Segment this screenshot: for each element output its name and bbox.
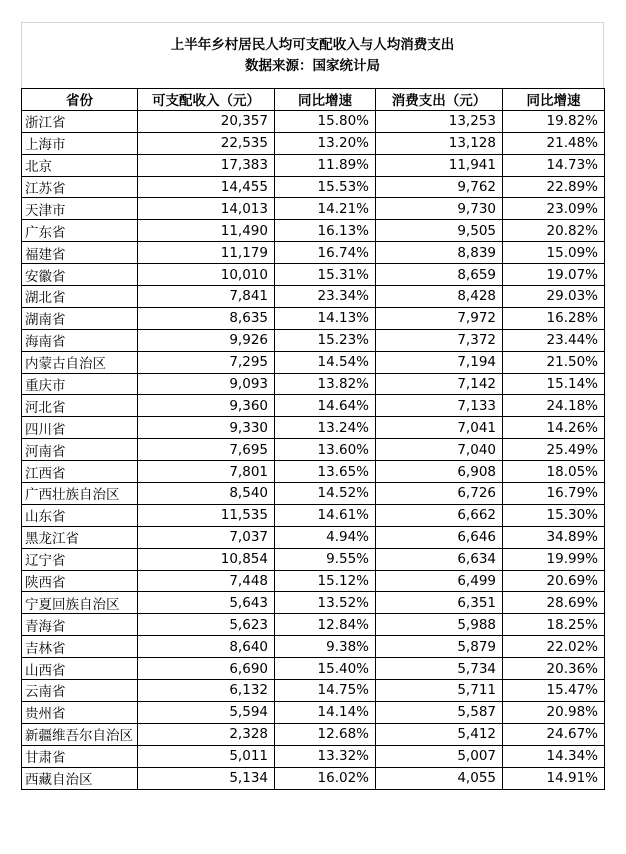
income-growth-cell: 14.13%	[275, 307, 376, 329]
consumption-cell: 5,988	[376, 614, 503, 636]
header-row	[22, 89, 605, 111]
income-cell: 17,383	[138, 154, 275, 176]
consumption-growth-cell: 19.82%	[503, 110, 605, 132]
consumption-growth-cell: 23.44%	[503, 329, 605, 351]
consumption-cell: 8,428	[376, 286, 503, 308]
table-row	[22, 154, 605, 176]
province-cell: 河南省	[22, 439, 138, 461]
income-cell: 8,635	[138, 307, 275, 329]
consumption-growth-cell: 34.89%	[503, 526, 605, 548]
consumption-cell: 6,726	[376, 483, 503, 505]
consumption-growth-cell: 20.36%	[503, 658, 605, 680]
consumption-cell: 5,711	[376, 680, 503, 702]
province-cell: 河北省	[22, 395, 138, 417]
income-cell: 8,640	[138, 636, 275, 658]
province-cell: 新疆维吾尔自治区	[22, 723, 138, 745]
consumption-cell: 13,253	[376, 110, 503, 132]
consumption-growth-cell: 28.69%	[503, 592, 605, 614]
table-row	[22, 307, 605, 329]
income-growth-cell: 13.60%	[275, 439, 376, 461]
table-row	[22, 767, 605, 789]
income-growth-cell: 13.65%	[275, 461, 376, 483]
income-growth-cell: 14.21%	[275, 198, 376, 220]
consumption-growth-cell: 15.09%	[503, 242, 605, 264]
income-cell: 5,011	[138, 745, 275, 767]
province-cell: 陕西省	[22, 570, 138, 592]
income-growth-cell: 13.20%	[275, 132, 376, 154]
income-growth-cell: 9.38%	[275, 636, 376, 658]
income-growth-cell: 13.24%	[275, 417, 376, 439]
income-cell: 7,801	[138, 461, 275, 483]
province-cell: 内蒙古自治区	[22, 351, 138, 373]
consumption-growth-cell: 29.03%	[503, 286, 605, 308]
income-growth-cell: 12.84%	[275, 614, 376, 636]
table-row	[22, 636, 605, 658]
consumption-growth-cell: 14.34%	[503, 745, 605, 767]
income-growth-cell: 15.53%	[275, 176, 376, 198]
income-cell: 6,690	[138, 658, 275, 680]
consumption-growth-cell: 14.91%	[503, 767, 605, 789]
province-cell: 湖南省	[22, 307, 138, 329]
consumption-growth-cell: 15.47%	[503, 680, 605, 702]
income-growth-cell: 15.31%	[275, 264, 376, 286]
consumption-growth-cell: 15.30%	[503, 504, 605, 526]
table-row	[22, 745, 605, 767]
consumption-cell: 9,505	[376, 220, 503, 242]
table-row	[22, 723, 605, 745]
income-growth-cell: 14.61%	[275, 504, 376, 526]
province-cell: 山东省	[22, 504, 138, 526]
consumption-growth-cell: 19.07%	[503, 264, 605, 286]
consumption-cell: 13,128	[376, 132, 503, 154]
consumption-growth-cell: 22.02%	[503, 636, 605, 658]
income-cell: 11,179	[138, 242, 275, 264]
province-cell: 辽宁省	[22, 548, 138, 570]
data-sheet	[21, 22, 604, 790]
income-growth-cell: 16.13%	[275, 220, 376, 242]
province-cell: 浙江省	[22, 110, 138, 132]
consumption-growth-cell: 19.99%	[503, 548, 605, 570]
consumption-cell: 7,133	[376, 395, 503, 417]
consumption-cell: 7,041	[376, 417, 503, 439]
header-consumption: 消费支出（元）	[376, 89, 503, 111]
title-block	[21, 22, 604, 88]
consumption-cell: 9,762	[376, 176, 503, 198]
province-cell: 湖北省	[22, 286, 138, 308]
income-growth-cell: 15.23%	[275, 329, 376, 351]
table-subtitle: 数据来源：国家统计局	[245, 57, 380, 74]
income-cell: 6,132	[138, 680, 275, 702]
income-cell: 5,623	[138, 614, 275, 636]
consumption-growth-cell: 20.98%	[503, 701, 605, 723]
table-row	[22, 417, 605, 439]
table-row	[22, 570, 605, 592]
table-row	[22, 110, 605, 132]
table-row	[22, 220, 605, 242]
income-cell: 5,643	[138, 592, 275, 614]
table-row	[22, 351, 605, 373]
income-cell: 8,540	[138, 483, 275, 505]
income-growth-cell: 13.52%	[275, 592, 376, 614]
table-row	[22, 176, 605, 198]
province-cell: 北京	[22, 154, 138, 176]
consumption-cell: 5,879	[376, 636, 503, 658]
consumption-cell: 6,662	[376, 504, 503, 526]
consumption-cell: 11,941	[376, 154, 503, 176]
consumption-cell: 5,587	[376, 701, 503, 723]
income-cell: 9,926	[138, 329, 275, 351]
table-row	[22, 439, 605, 461]
table-row	[22, 373, 605, 395]
income-growth-cell: 4.94%	[275, 526, 376, 548]
table-row	[22, 483, 605, 505]
province-cell: 黑龙江省	[22, 526, 138, 548]
consumption-cell: 5,734	[376, 658, 503, 680]
consumption-cell: 7,142	[376, 373, 503, 395]
table-row	[22, 132, 605, 154]
consumption-growth-cell: 18.25%	[503, 614, 605, 636]
income-consumption-table	[21, 88, 605, 790]
consumption-cell: 6,908	[376, 461, 503, 483]
header-income-growth: 同比增速	[275, 89, 376, 111]
income-growth-cell: 14.64%	[275, 395, 376, 417]
table-row	[22, 526, 605, 548]
income-growth-cell: 14.52%	[275, 483, 376, 505]
consumption-growth-cell: 20.69%	[503, 570, 605, 592]
income-growth-cell: 9.55%	[275, 548, 376, 570]
consumption-growth-cell: 25.49%	[503, 439, 605, 461]
province-cell: 广西壮族自治区	[22, 483, 138, 505]
income-cell: 14,013	[138, 198, 275, 220]
province-cell: 宁夏回族自治区	[22, 592, 138, 614]
income-cell: 9,330	[138, 417, 275, 439]
header-province: 省份	[22, 89, 138, 111]
income-growth-cell: 13.32%	[275, 745, 376, 767]
table-row	[22, 286, 605, 308]
income-growth-cell: 23.34%	[275, 286, 376, 308]
income-cell: 7,448	[138, 570, 275, 592]
province-cell: 福建省	[22, 242, 138, 264]
income-growth-cell: 15.80%	[275, 110, 376, 132]
province-cell: 吉林省	[22, 636, 138, 658]
consumption-cell: 9,730	[376, 198, 503, 220]
income-cell: 10,010	[138, 264, 275, 286]
consumption-growth-cell: 21.50%	[503, 351, 605, 373]
consumption-cell: 8,839	[376, 242, 503, 264]
consumption-cell: 6,634	[376, 548, 503, 570]
income-cell: 5,134	[138, 767, 275, 789]
consumption-cell: 8,659	[376, 264, 503, 286]
province-cell: 青海省	[22, 614, 138, 636]
income-cell: 9,093	[138, 373, 275, 395]
province-cell: 重庆市	[22, 373, 138, 395]
income-cell: 11,535	[138, 504, 275, 526]
consumption-growth-cell: 22.89%	[503, 176, 605, 198]
province-cell: 云南省	[22, 680, 138, 702]
consumption-growth-cell: 20.82%	[503, 220, 605, 242]
income-cell: 10,854	[138, 548, 275, 570]
income-growth-cell: 16.74%	[275, 242, 376, 264]
consumption-cell: 5,412	[376, 723, 503, 745]
table-row	[22, 592, 605, 614]
table-row	[22, 680, 605, 702]
consumption-growth-cell: 18.05%	[503, 461, 605, 483]
consumption-growth-cell: 15.14%	[503, 373, 605, 395]
province-cell: 天津市	[22, 198, 138, 220]
income-cell: 2,328	[138, 723, 275, 745]
consumption-growth-cell: 23.09%	[503, 198, 605, 220]
table-row	[22, 701, 605, 723]
consumption-cell: 7,194	[376, 351, 503, 373]
province-cell: 山西省	[22, 658, 138, 680]
province-cell: 贵州省	[22, 701, 138, 723]
consumption-cell: 5,007	[376, 745, 503, 767]
province-cell: 四川省	[22, 417, 138, 439]
table-row	[22, 198, 605, 220]
consumption-cell: 4,055	[376, 767, 503, 789]
table-row	[22, 548, 605, 570]
province-cell: 甘肃省	[22, 745, 138, 767]
table-row	[22, 461, 605, 483]
income-cell: 20,357	[138, 110, 275, 132]
table-body	[22, 110, 605, 789]
income-cell: 11,490	[138, 220, 275, 242]
income-growth-cell: 12.68%	[275, 723, 376, 745]
income-growth-cell: 15.40%	[275, 658, 376, 680]
province-cell: 江苏省	[22, 176, 138, 198]
consumption-cell: 6,646	[376, 526, 503, 548]
income-growth-cell: 16.02%	[275, 767, 376, 789]
income-growth-cell: 14.54%	[275, 351, 376, 373]
province-cell: 海南省	[22, 329, 138, 351]
consumption-growth-cell: 21.48%	[503, 132, 605, 154]
income-cell: 7,841	[138, 286, 275, 308]
province-cell: 上海市	[22, 132, 138, 154]
income-growth-cell: 14.75%	[275, 680, 376, 702]
consumption-growth-cell: 14.73%	[503, 154, 605, 176]
table-row	[22, 395, 605, 417]
consumption-growth-cell: 24.67%	[503, 723, 605, 745]
income-cell: 7,295	[138, 351, 275, 373]
table-row	[22, 504, 605, 526]
consumption-cell: 7,040	[376, 439, 503, 461]
table-row	[22, 658, 605, 680]
table-row	[22, 242, 605, 264]
consumption-cell: 7,372	[376, 329, 503, 351]
income-cell: 14,455	[138, 176, 275, 198]
province-cell: 江西省	[22, 461, 138, 483]
header-consumption-growth: 同比增速	[503, 89, 605, 111]
income-growth-cell: 11.89%	[275, 154, 376, 176]
table-title: 上半年乡村居民人均可支配收入与人均消费支出	[170, 36, 455, 53]
income-growth-cell: 14.14%	[275, 701, 376, 723]
consumption-cell: 6,351	[376, 592, 503, 614]
header-income: 可支配收入（元）	[138, 89, 275, 111]
income-growth-cell: 15.12%	[275, 570, 376, 592]
income-cell: 9,360	[138, 395, 275, 417]
table-row	[22, 264, 605, 286]
consumption-cell: 7,972	[376, 307, 503, 329]
income-growth-cell: 13.82%	[275, 373, 376, 395]
table-row	[22, 329, 605, 351]
consumption-growth-cell: 16.28%	[503, 307, 605, 329]
income-cell: 7,037	[138, 526, 275, 548]
consumption-growth-cell: 16.79%	[503, 483, 605, 505]
table-row	[22, 614, 605, 636]
province-cell: 广东省	[22, 220, 138, 242]
income-cell: 5,594	[138, 701, 275, 723]
province-cell: 安徽省	[22, 264, 138, 286]
income-cell: 22,535	[138, 132, 275, 154]
income-cell: 7,695	[138, 439, 275, 461]
consumption-cell: 6,499	[376, 570, 503, 592]
consumption-growth-cell: 14.26%	[503, 417, 605, 439]
consumption-growth-cell: 24.18%	[503, 395, 605, 417]
province-cell: 西藏自治区	[22, 767, 138, 789]
